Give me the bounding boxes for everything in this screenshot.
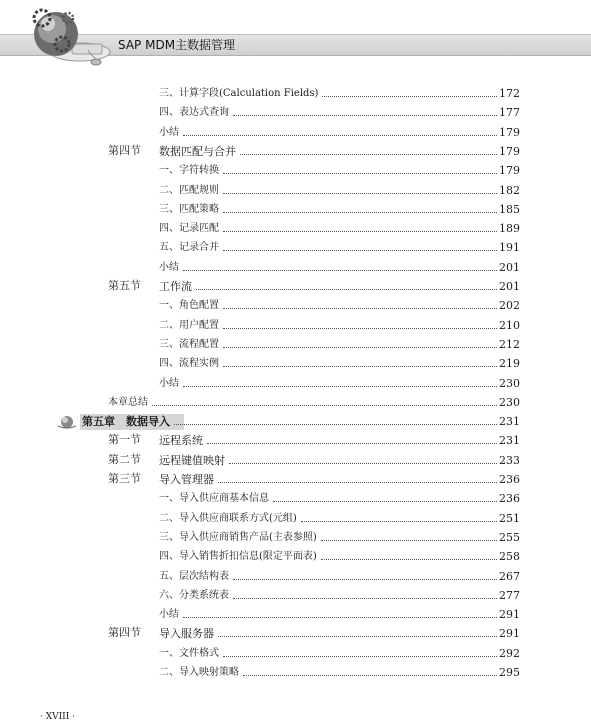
entry-title: 小结 (159, 262, 179, 273)
section-number: 第三节 (108, 472, 141, 485)
entry-page-number: 236 (499, 473, 520, 486)
dot-leader (240, 154, 497, 155)
entry-page-number: 267 (499, 570, 520, 583)
dot-leader (229, 463, 497, 464)
toc-section-entry (159, 279, 520, 293)
entry-page-number: 201 (499, 280, 520, 293)
toc-entry (159, 105, 520, 119)
dot-leader (233, 598, 497, 599)
entry-title: 数据匹配与合并 (159, 145, 236, 158)
entry-page-number: 231 (499, 415, 520, 428)
dot-leader (321, 559, 497, 560)
toc-entry (159, 549, 520, 563)
toc-section-entry (159, 144, 520, 158)
dot-leader (233, 115, 497, 116)
section-number: 第五节 (108, 279, 141, 292)
entry-page-number: 172 (499, 87, 520, 100)
entry-title: 二、匹配规则 (159, 185, 219, 196)
toc-entry (159, 607, 520, 621)
toc-entry (159, 318, 520, 332)
entry-page-number: 233 (499, 454, 520, 467)
dot-leader (152, 405, 497, 406)
entry-title: 小结 (159, 609, 179, 620)
entry-page-number: 182 (499, 184, 520, 197)
entry-title: 远程键值映射 (159, 454, 225, 467)
toc-entry (159, 665, 520, 679)
dot-leader (223, 656, 497, 657)
toc-entry (159, 356, 520, 370)
toc-section-entry (159, 472, 520, 486)
entry-title: 本章总结 (108, 397, 148, 408)
dot-leader (183, 270, 497, 271)
entry-page-number: 191 (499, 241, 520, 254)
chapter-globe-icon (56, 414, 78, 430)
toc-entry (159, 221, 520, 235)
entry-page-number: 230 (499, 377, 520, 390)
toc-entry (159, 530, 520, 544)
dot-leader (223, 347, 497, 348)
entry-title: 工作流 (159, 280, 192, 293)
dot-leader (223, 308, 497, 309)
entry-title: 四、记录匹配 (159, 223, 219, 234)
page-header-title: SAP MDM主数据管理 (118, 38, 236, 52)
dot-leader (322, 96, 497, 97)
entry-page-number: 230 (499, 396, 520, 409)
dot-leader (218, 482, 497, 483)
entry-page-number: 179 (499, 126, 520, 139)
entry-title: 二、导入供应商联系方式(元组) (159, 513, 297, 524)
entry-title: 小结 (159, 127, 179, 138)
toc-entry (159, 569, 520, 583)
entry-title: 四、流程实例 (159, 358, 219, 369)
entry-title: 远程系统 (159, 434, 203, 447)
entry-page-number: 258 (499, 550, 520, 563)
dot-leader (174, 424, 497, 425)
globe-gears-logo-icon (28, 4, 114, 70)
entry-title: 三、流程配置 (159, 339, 219, 350)
dot-leader (207, 443, 497, 444)
entry-title: 导入管理器 (159, 473, 214, 486)
toc-entry (159, 646, 520, 660)
entry-page-number: 251 (499, 512, 520, 525)
dot-leader (233, 579, 497, 580)
toc-entry (159, 511, 520, 525)
toc-entry (159, 588, 520, 602)
dot-leader (223, 173, 497, 174)
entry-title: 导入服务器 (159, 627, 214, 640)
entry-page-number: 255 (499, 531, 520, 544)
entry-title: 一、角色配置 (159, 300, 219, 311)
entry-page-number: 201 (499, 261, 520, 274)
dot-leader (223, 193, 497, 194)
entry-page-number: 277 (499, 589, 520, 602)
toc-entry (159, 202, 520, 216)
dot-leader (223, 366, 497, 367)
section-number: 第一节 (108, 433, 141, 446)
entry-page-number: 291 (499, 627, 520, 640)
toc-entry (159, 240, 520, 254)
entry-title: 五、记录合并 (159, 242, 219, 253)
toc-entry (159, 491, 520, 505)
dot-leader (223, 212, 497, 213)
entry-title: 一、导入供应商基本信息 (159, 493, 269, 504)
dot-leader (273, 501, 497, 502)
toc-entry (159, 260, 520, 274)
entry-title: 四、表达式查询 (159, 107, 229, 118)
entry-title: 二、用户配置 (159, 320, 219, 331)
toc-section-entry (159, 433, 520, 447)
entry-title: 第五章 数据导入 (82, 415, 170, 428)
dot-leader (223, 250, 497, 251)
entry-page-number: 179 (499, 164, 520, 177)
entry-title: 五、层次结构表 (159, 571, 229, 582)
dot-leader (223, 231, 497, 232)
entry-page-number: 212 (499, 338, 520, 351)
toc-chapter-entry (82, 414, 520, 428)
dot-leader (223, 328, 497, 329)
entry-page-number: 231 (499, 434, 520, 447)
entry-page-number: 179 (499, 145, 520, 158)
entry-title: 三、匹配策略 (159, 204, 219, 215)
toc-section-entry (159, 453, 520, 467)
toc-entry (159, 125, 520, 139)
toc-entry (108, 395, 520, 409)
section-number: 第四节 (108, 144, 141, 157)
entry-page-number: 291 (499, 608, 520, 621)
entry-page-number: 292 (499, 647, 520, 660)
dot-leader (183, 386, 497, 387)
page-number: · XVIII · (40, 712, 76, 722)
toc-entry (159, 163, 520, 177)
entry-title: 小结 (159, 378, 179, 389)
entry-title: 一、字符转换 (159, 165, 219, 176)
entry-title: 六、分类系统表 (159, 590, 229, 601)
entry-title: 三、计算字段(Calculation Fields) (159, 88, 319, 99)
entry-page-number: 202 (499, 299, 520, 312)
toc-entry (159, 86, 520, 100)
dot-leader (183, 135, 497, 136)
dot-leader (183, 617, 497, 618)
dot-leader (196, 289, 497, 290)
dot-leader (301, 521, 497, 522)
entry-page-number: 189 (499, 222, 520, 235)
entry-page-number: 185 (499, 203, 520, 216)
entry-title: 四、导入销售折扣信息(限定平面表) (159, 551, 317, 562)
section-number: 第二节 (108, 453, 141, 466)
toc-entry (159, 376, 520, 390)
entry-title: 三、导入供应商销售产品(主表参照) (159, 532, 317, 543)
entry-page-number: 177 (499, 106, 520, 119)
entry-page-number: 295 (499, 666, 520, 679)
entry-page-number: 210 (499, 319, 520, 332)
entry-title: 二、导入映射策略 (159, 667, 239, 678)
dot-leader (218, 636, 497, 637)
section-number: 第四节 (108, 626, 141, 639)
entry-page-number: 236 (499, 492, 520, 505)
entry-title: 一、文件格式 (159, 648, 219, 659)
dot-leader (321, 540, 497, 541)
toc-entry (159, 337, 520, 351)
entry-page-number: 219 (499, 357, 520, 370)
toc-entry (159, 298, 520, 312)
toc-section-entry (159, 626, 520, 640)
dot-leader (243, 675, 497, 676)
toc-entry (159, 183, 520, 197)
